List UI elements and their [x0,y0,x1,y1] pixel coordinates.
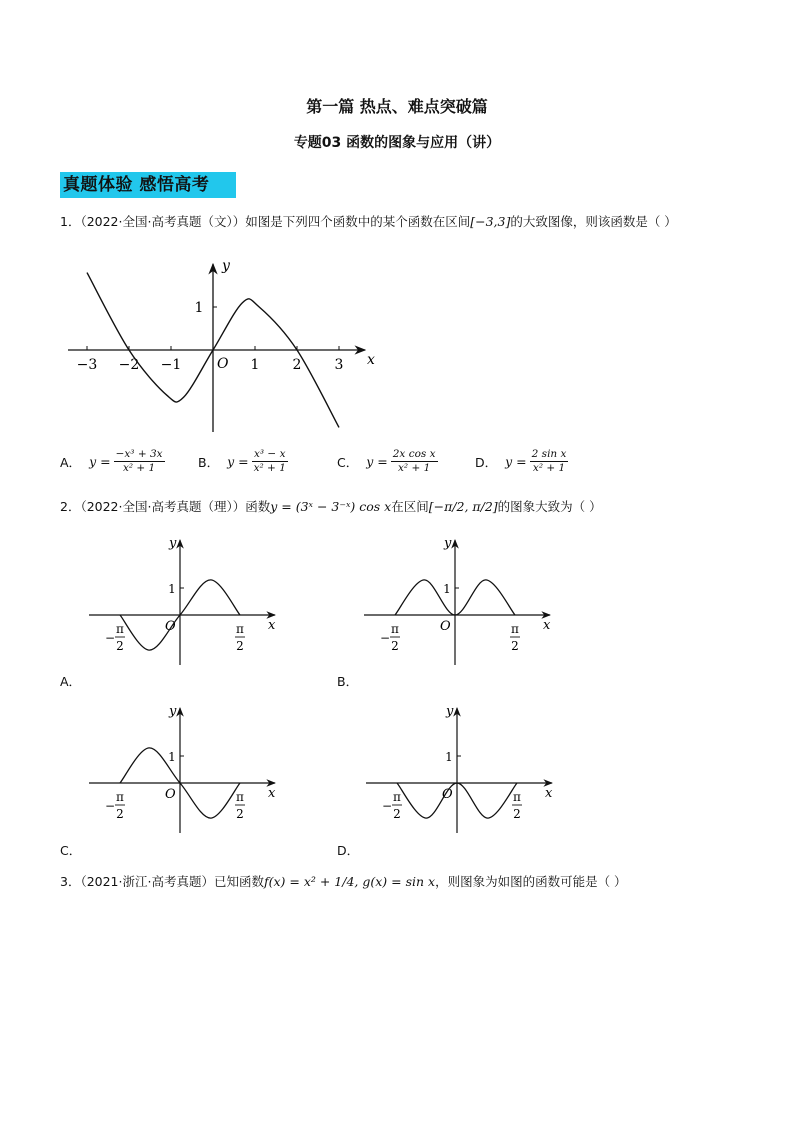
q3-text-after: ，则图象为如图的函数可能是（ ） [435,874,627,889]
q1-option-c[interactable] [337,448,441,475]
svg-text:2: 2 [236,639,244,653]
q2-text-mid: 在区间 [391,499,429,514]
svg-text:−: − [379,631,391,645]
x-tick-label: −2 [118,357,140,373]
q2-option-a-label[interactable]: A． [60,674,82,689]
option-lhs: y = [227,454,249,469]
y-axis-label: y [222,258,230,274]
q2-option-c-label[interactable]: C． [60,843,82,858]
svg-text:2: 2 [391,639,399,653]
x-tick-label [382,790,402,821]
q3-text-before: 3．（2021·浙江·高考真题）已知函数 [60,874,264,889]
y-tick-label: 1 [443,582,451,596]
svg-text:−: − [104,631,116,645]
svg-text:π: π [236,622,244,636]
option-numerator: −x³ + 3x [115,448,163,460]
origin-label: O [442,787,453,802]
option-label: D． [475,454,498,470]
q2-interval: [−π/2, π/2] [428,499,498,514]
section-banner: 真题体验 感悟高考 [60,172,236,198]
question-3-text [60,872,627,890]
x-tick-label [235,622,245,653]
x-tick-label: −3 [76,357,98,373]
option-lhs: y = [89,454,111,469]
y-axis-label: y [444,536,452,551]
svg-text:−: − [381,799,393,813]
q2-text-after: 的图象大致为（ ） [497,499,602,514]
y-axis-label: y [169,536,177,551]
x-axis-label: x [268,618,276,633]
q1-interval: [−3,3] [470,214,511,229]
x-tick-label [105,790,125,821]
origin-label: O [217,356,229,372]
page-subtitle: 专题03 函数的图象与应用（讲） [293,135,501,151]
q1-option-d[interactable] [475,448,571,475]
svg-text:2: 2 [513,807,521,821]
svg-text:2: 2 [393,807,401,821]
x-tick-label: −1 [160,357,182,373]
option-label: C． [337,454,359,470]
svg-text:−: − [104,799,116,813]
q1-option-b[interactable] [198,448,291,475]
y-axis-label: y [169,704,177,719]
option-label: B． [198,454,220,470]
x-axis-label: x [545,786,553,801]
y-tick-label: 1 [168,750,176,764]
x-tick-label [235,790,245,821]
x-axis-label: x [367,352,375,368]
q2-text-before: 2．（2022·全国·高考真题（理））函数 [60,499,271,514]
svg-text:π: π [236,790,244,804]
svg-text:π: π [116,622,124,636]
option-numerator: 2x cos x [392,448,436,460]
q2-option-a-graph[interactable] [85,535,285,665]
svg-text:2: 2 [236,807,244,821]
x-tick-label: 2 [292,357,302,373]
option-denominator: x² + 1 [122,462,156,474]
svg-text:2: 2 [116,639,124,653]
x-tick-label [380,622,400,653]
svg-text:π: π [513,790,521,804]
svg-text:2: 2 [511,639,519,653]
x-axis-label: x [543,618,551,633]
option-lhs: y = [366,454,388,469]
x-tick-label [105,622,125,653]
q1-option-a[interactable] [60,448,168,475]
question-2-text [60,497,602,515]
origin-label: O [165,787,176,802]
x-tick-label [510,622,520,653]
origin-label: O [165,619,176,634]
x-axis-label: x [268,786,276,801]
q3-function: f(x) = x² + 1/4, g(x) = sin x [263,874,436,889]
x-tick-label: 3 [334,357,344,373]
q1-graph [60,250,390,435]
x-tick-label: 1 [250,357,260,373]
y-tick-label: 1 [445,750,453,764]
y-tick-label: 1 [194,300,204,316]
question-1-text [60,212,677,230]
option-numerator: 2 sin x [531,448,567,460]
option-lhs: y = [505,454,527,469]
page-title: 第一篇 热点、难点突破篇 [306,97,488,116]
y-axis-label: y [446,704,454,719]
q1-text-before: 1．（2022·全国·高考真题（文））如图是下列四个函数中的某个函数在区间 [60,214,471,229]
origin-label: O [440,619,451,634]
option-label: A． [60,454,82,470]
svg-text:π: π [393,790,401,804]
svg-text:π: π [391,622,399,636]
y-tick-label: 1 [168,582,176,596]
x-tick-label [512,790,522,821]
q2-option-b-graph[interactable] [360,535,560,665]
q2-option-d-label[interactable]: D． [337,843,360,858]
q2-option-c-graph[interactable] [85,703,285,833]
option-denominator: x² + 1 [398,462,431,474]
q1-text-after: 的大致图像，则该函数是（ ） [510,214,677,229]
q2-option-b-label[interactable]: B． [337,674,359,689]
svg-text:2: 2 [116,807,124,821]
svg-text:π: π [116,790,124,804]
q2-function: y = (3ˣ − 3⁻ˣ) cos x [270,499,392,514]
option-numerator: x³ − x [253,448,286,460]
svg-text:π: π [511,622,519,636]
option-denominator: x² + 1 [253,462,286,474]
q2-option-d-graph[interactable] [362,703,562,833]
option-denominator: x² + 1 [532,462,566,474]
